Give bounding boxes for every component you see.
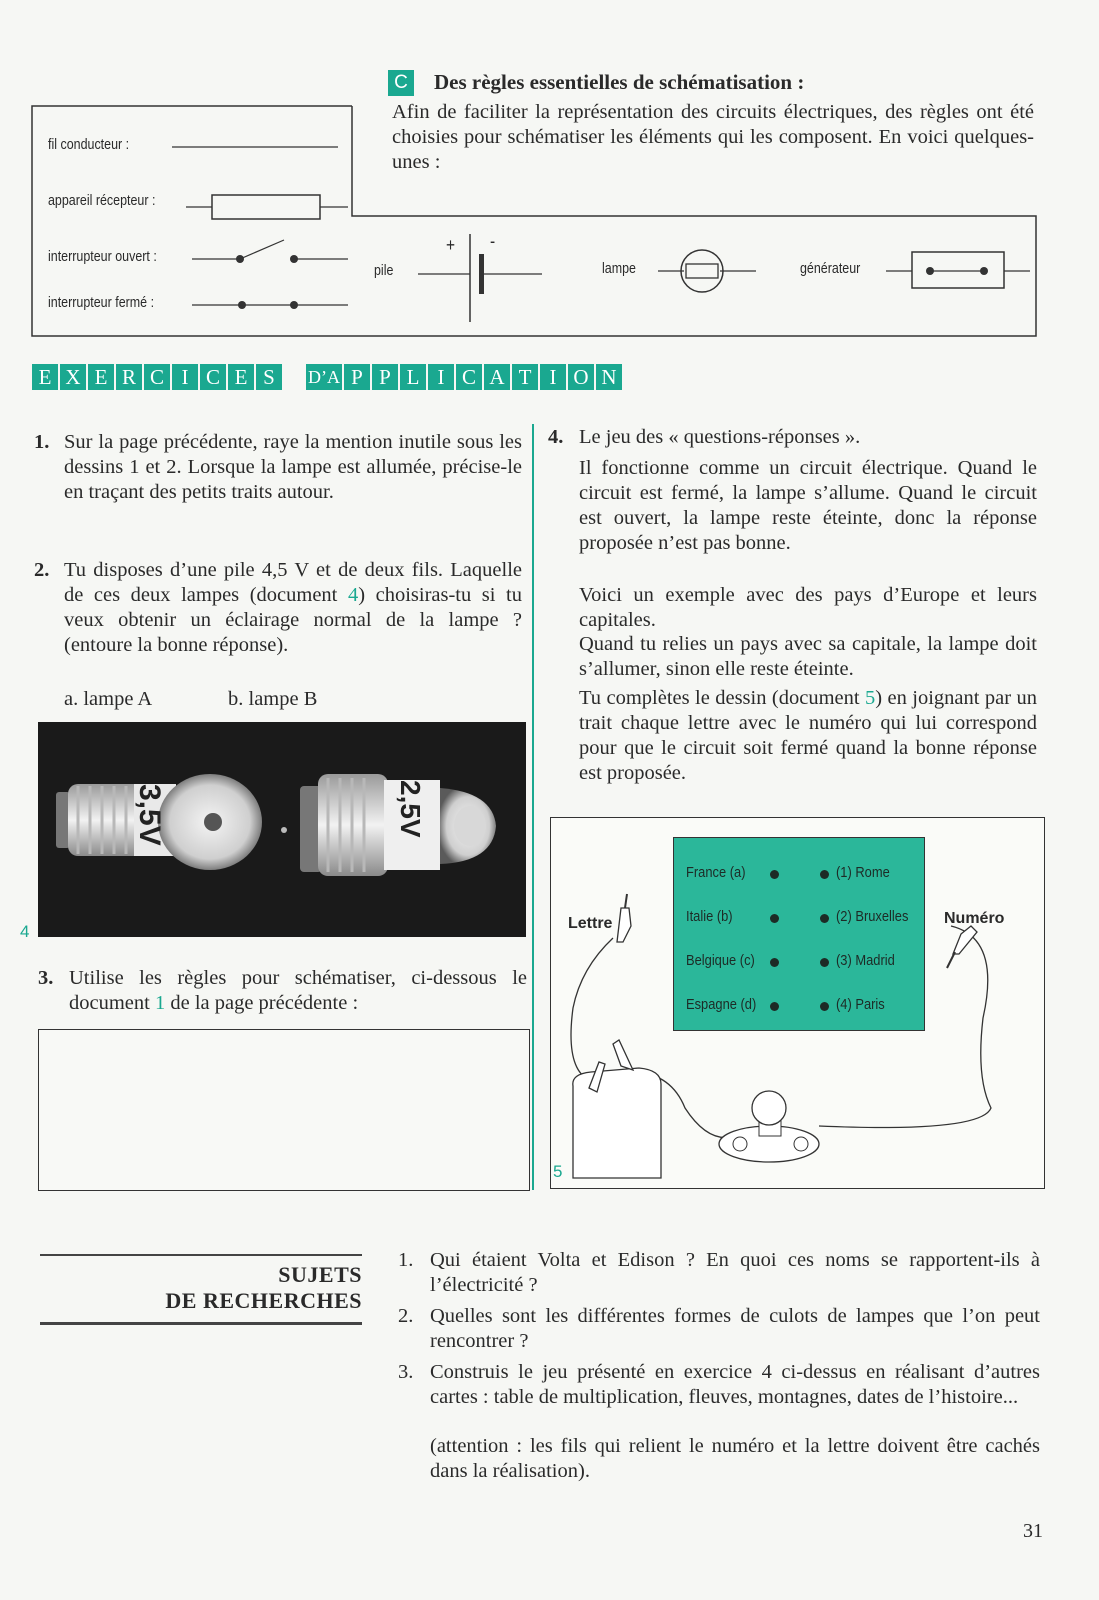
research-question-2-number: 2.: [398, 1305, 414, 1327]
closed-switch-symbol: [192, 301, 348, 309]
legend-open-switch-label: interrupteur ouvert :: [48, 249, 157, 265]
legend-generator-label: générateur: [800, 261, 861, 277]
numero-label: Numéro: [944, 910, 1005, 927]
banner-letter: C: [144, 364, 170, 390]
exercise-3-text-b: de la page précédente :: [165, 992, 359, 1014]
open-switch-symbol: [192, 240, 348, 263]
battery-plus-sign: +: [446, 235, 456, 255]
option-lamp-a: a. lampe A: [64, 688, 153, 710]
research-question-3-note: (attention : les fils qui relient le numéro et la lettre doivent être cachés dans la réalisation).: [430, 1435, 1040, 1482]
sujets-bottom-rule: [40, 1322, 362, 1325]
exercise-1-text: Sur la page précédente, raye la mention inutile sous les dessins 1 et 2. Lorsque la lampe est allumée, précise-le en traçant des petits traits autour.: [64, 431, 522, 503]
exercise-3-number: 3.: [38, 967, 54, 989]
exercise-3-text: [69, 966, 527, 1016]
lamps-photo: [38, 722, 526, 937]
legend-wire-label: fil conducteur :: [48, 137, 130, 153]
contact-dot-1[interactable]: [820, 870, 829, 879]
option-lamp-b: b. lampe B: [228, 688, 318, 710]
banner-letter: C: [200, 364, 226, 390]
column-separator: [532, 424, 534, 1190]
page-number: 31: [1023, 1520, 1043, 1542]
sujets-title-line-1: SUJETS: [278, 1262, 362, 1287]
banner-letter: I: [172, 364, 198, 390]
legend-receiver-label: appareil récepteur :: [48, 193, 156, 209]
lamp-b-marking: 2,5V: [395, 780, 426, 838]
banner-letter: C: [456, 364, 482, 390]
banner-letter: D’A: [306, 364, 342, 390]
exercise-4-intro: Le jeu des « questions-réponses ».: [579, 426, 861, 448]
exercise-2-text-a: Tu disposes d’une pile 4,5 V et de deux fils. Laquelle de ces deux lampes (document: [64, 559, 522, 606]
contact-dot-a[interactable]: [770, 870, 779, 879]
capital-rome: (1) Rome: [836, 864, 890, 881]
exercise-4-number: 4.: [548, 426, 564, 448]
country-italie: Italie (b): [686, 908, 733, 925]
quiz-card-panel: [673, 837, 925, 1031]
exercise-4-text-a: Tu complètes le dessin (document: [579, 687, 865, 709]
country-espagne: Espagne (d): [686, 996, 757, 1013]
banner-letter: I: [540, 364, 566, 390]
number-probe: [947, 926, 977, 968]
banner-letter: A: [484, 364, 510, 390]
drawing-area-box[interactable]: [38, 1029, 530, 1191]
document-5-ref: 5: [865, 687, 876, 709]
exercise-4-paragraph-4: [579, 686, 1037, 786]
contact-dot-3[interactable]: [820, 958, 829, 967]
receiver-symbol: [186, 195, 348, 219]
exercise-4-paragraph-2: Voici un exemple avec des pays d’Europe et leurs capitales.: [579, 584, 1037, 631]
section-c-text: Afin de faciliter la représentation des circuits électriques, des règles ont été choisies pour schématiser les éléments qui les composent. En voici quelques-unes :: [392, 101, 1034, 173]
exercises-banner: [32, 361, 624, 391]
letter-probe: [617, 894, 631, 942]
exercise-2-number: 2.: [34, 559, 50, 581]
banner-letter: E: [32, 364, 58, 390]
banner-letter: R: [116, 364, 142, 390]
exercise-2-text: [64, 558, 522, 658]
sujets-title: [120, 1262, 362, 1314]
quiz-game-figure: [550, 817, 1045, 1189]
battery-minus-sign: -: [490, 231, 496, 251]
exercise-2-text-b: ) choisiras-tu si tu veux obtenir un éclairage normal de la lampe ? (entoure la bonne réponse).: [64, 584, 522, 656]
research-question-2: Quelles sont les différentes formes de culots de lampes que l’on peut rencontrer ?: [430, 1305, 1040, 1352]
capital-madrid: (3) Madrid: [836, 952, 895, 969]
banner-letter: T: [512, 364, 538, 390]
country-belgique: Belgique (c): [686, 952, 755, 969]
research-question-1-number: 1.: [398, 1249, 414, 1271]
bulb-on-holder-drawing: [719, 1091, 819, 1162]
banner-letter: P: [372, 364, 398, 390]
contact-dot-2[interactable]: [820, 914, 829, 923]
document-1-ref: 1: [154, 992, 166, 1014]
banner-letter: O: [568, 364, 594, 390]
lamps-photo-drawing: [38, 722, 526, 937]
banner-letter: X: [60, 364, 86, 390]
document-4-number: 4: [20, 922, 30, 941]
document-5-number: 5: [553, 1162, 563, 1181]
exercise-4-text-b: ) en joignant par un trait chaque lettre avec le numéro qui lui correspond pour que le circuit soit fermé quand la bonne réponse est proposée.: [579, 687, 1037, 784]
banner-letter: P: [344, 364, 370, 390]
document-4-ref: 4: [347, 584, 359, 606]
exercise-3-text-a: Utilise les règles pour schématiser, ci-dessous le document: [69, 967, 527, 1014]
legend-battery-label: pile: [374, 263, 394, 279]
sujets-top-rule: [40, 1254, 362, 1256]
exercise-4-paragraph-1: Il fonctionne comme un circuit électrique. Quand le circuit est fermé, la lampe s’allume. Quand le circuit est ouvert, la lampe reste éteinte, donc la réponse proposée n’est pas bonne.: [579, 457, 1037, 554]
contact-dot-b[interactable]: [770, 914, 779, 923]
banner-letter: I: [428, 364, 454, 390]
battery-symbol: [418, 234, 542, 322]
generator-symbol: [886, 252, 1030, 288]
section-c-badge: C: [388, 70, 414, 96]
contact-dot-d[interactable]: [770, 1002, 779, 1011]
legend-closed-switch-label: interrupteur fermé :: [48, 295, 155, 311]
contact-dot-4[interactable]: [820, 1002, 829, 1011]
capital-paris: (4) Paris: [836, 996, 885, 1013]
lettre-label: Lettre: [568, 915, 613, 932]
banner-letter: N: [596, 364, 622, 390]
section-c-title: Des règles essentielles de schématisation :: [434, 70, 805, 94]
contact-dot-c[interactable]: [770, 958, 779, 967]
exercise-4-paragraph-3: Quand tu relies un pays avec sa capitale, la lampe doit s’allumer, sinon elle reste éteinte.: [579, 633, 1037, 680]
exercise-1-number: 1.: [34, 431, 50, 453]
schematic-symbols-diagram: [0, 0, 1099, 345]
research-question-1: Qui étaient Volta et Edison ? En quoi ces noms se rapportent-ils à l’électricité ?: [430, 1249, 1040, 1296]
lamp-symbol: [658, 250, 756, 292]
sujets-title-line-2: DE RECHERCHES: [165, 1288, 362, 1313]
lamp-b-bulb: [281, 774, 496, 876]
banner-letter: L: [400, 364, 426, 390]
banner-letter: E: [88, 364, 114, 390]
research-question-3-number: 3.: [398, 1361, 414, 1383]
capital-bruxelles: (2) Bruxelles: [836, 908, 909, 925]
banner-letter: S: [256, 364, 282, 390]
banner-letter: E: [228, 364, 254, 390]
lamp-a-marking: 3,5V: [133, 784, 166, 846]
legend-lamp-label: lampe: [602, 261, 636, 277]
battery-drawing: [573, 1040, 661, 1178]
research-question-3: Construis le jeu présenté en exercice 4 ci-dessus en réalisant d’autres cartes : table de multiplication, fleuves, montagnes, dates de l’histoire...: [430, 1361, 1040, 1408]
country-france: France (a): [686, 864, 746, 881]
